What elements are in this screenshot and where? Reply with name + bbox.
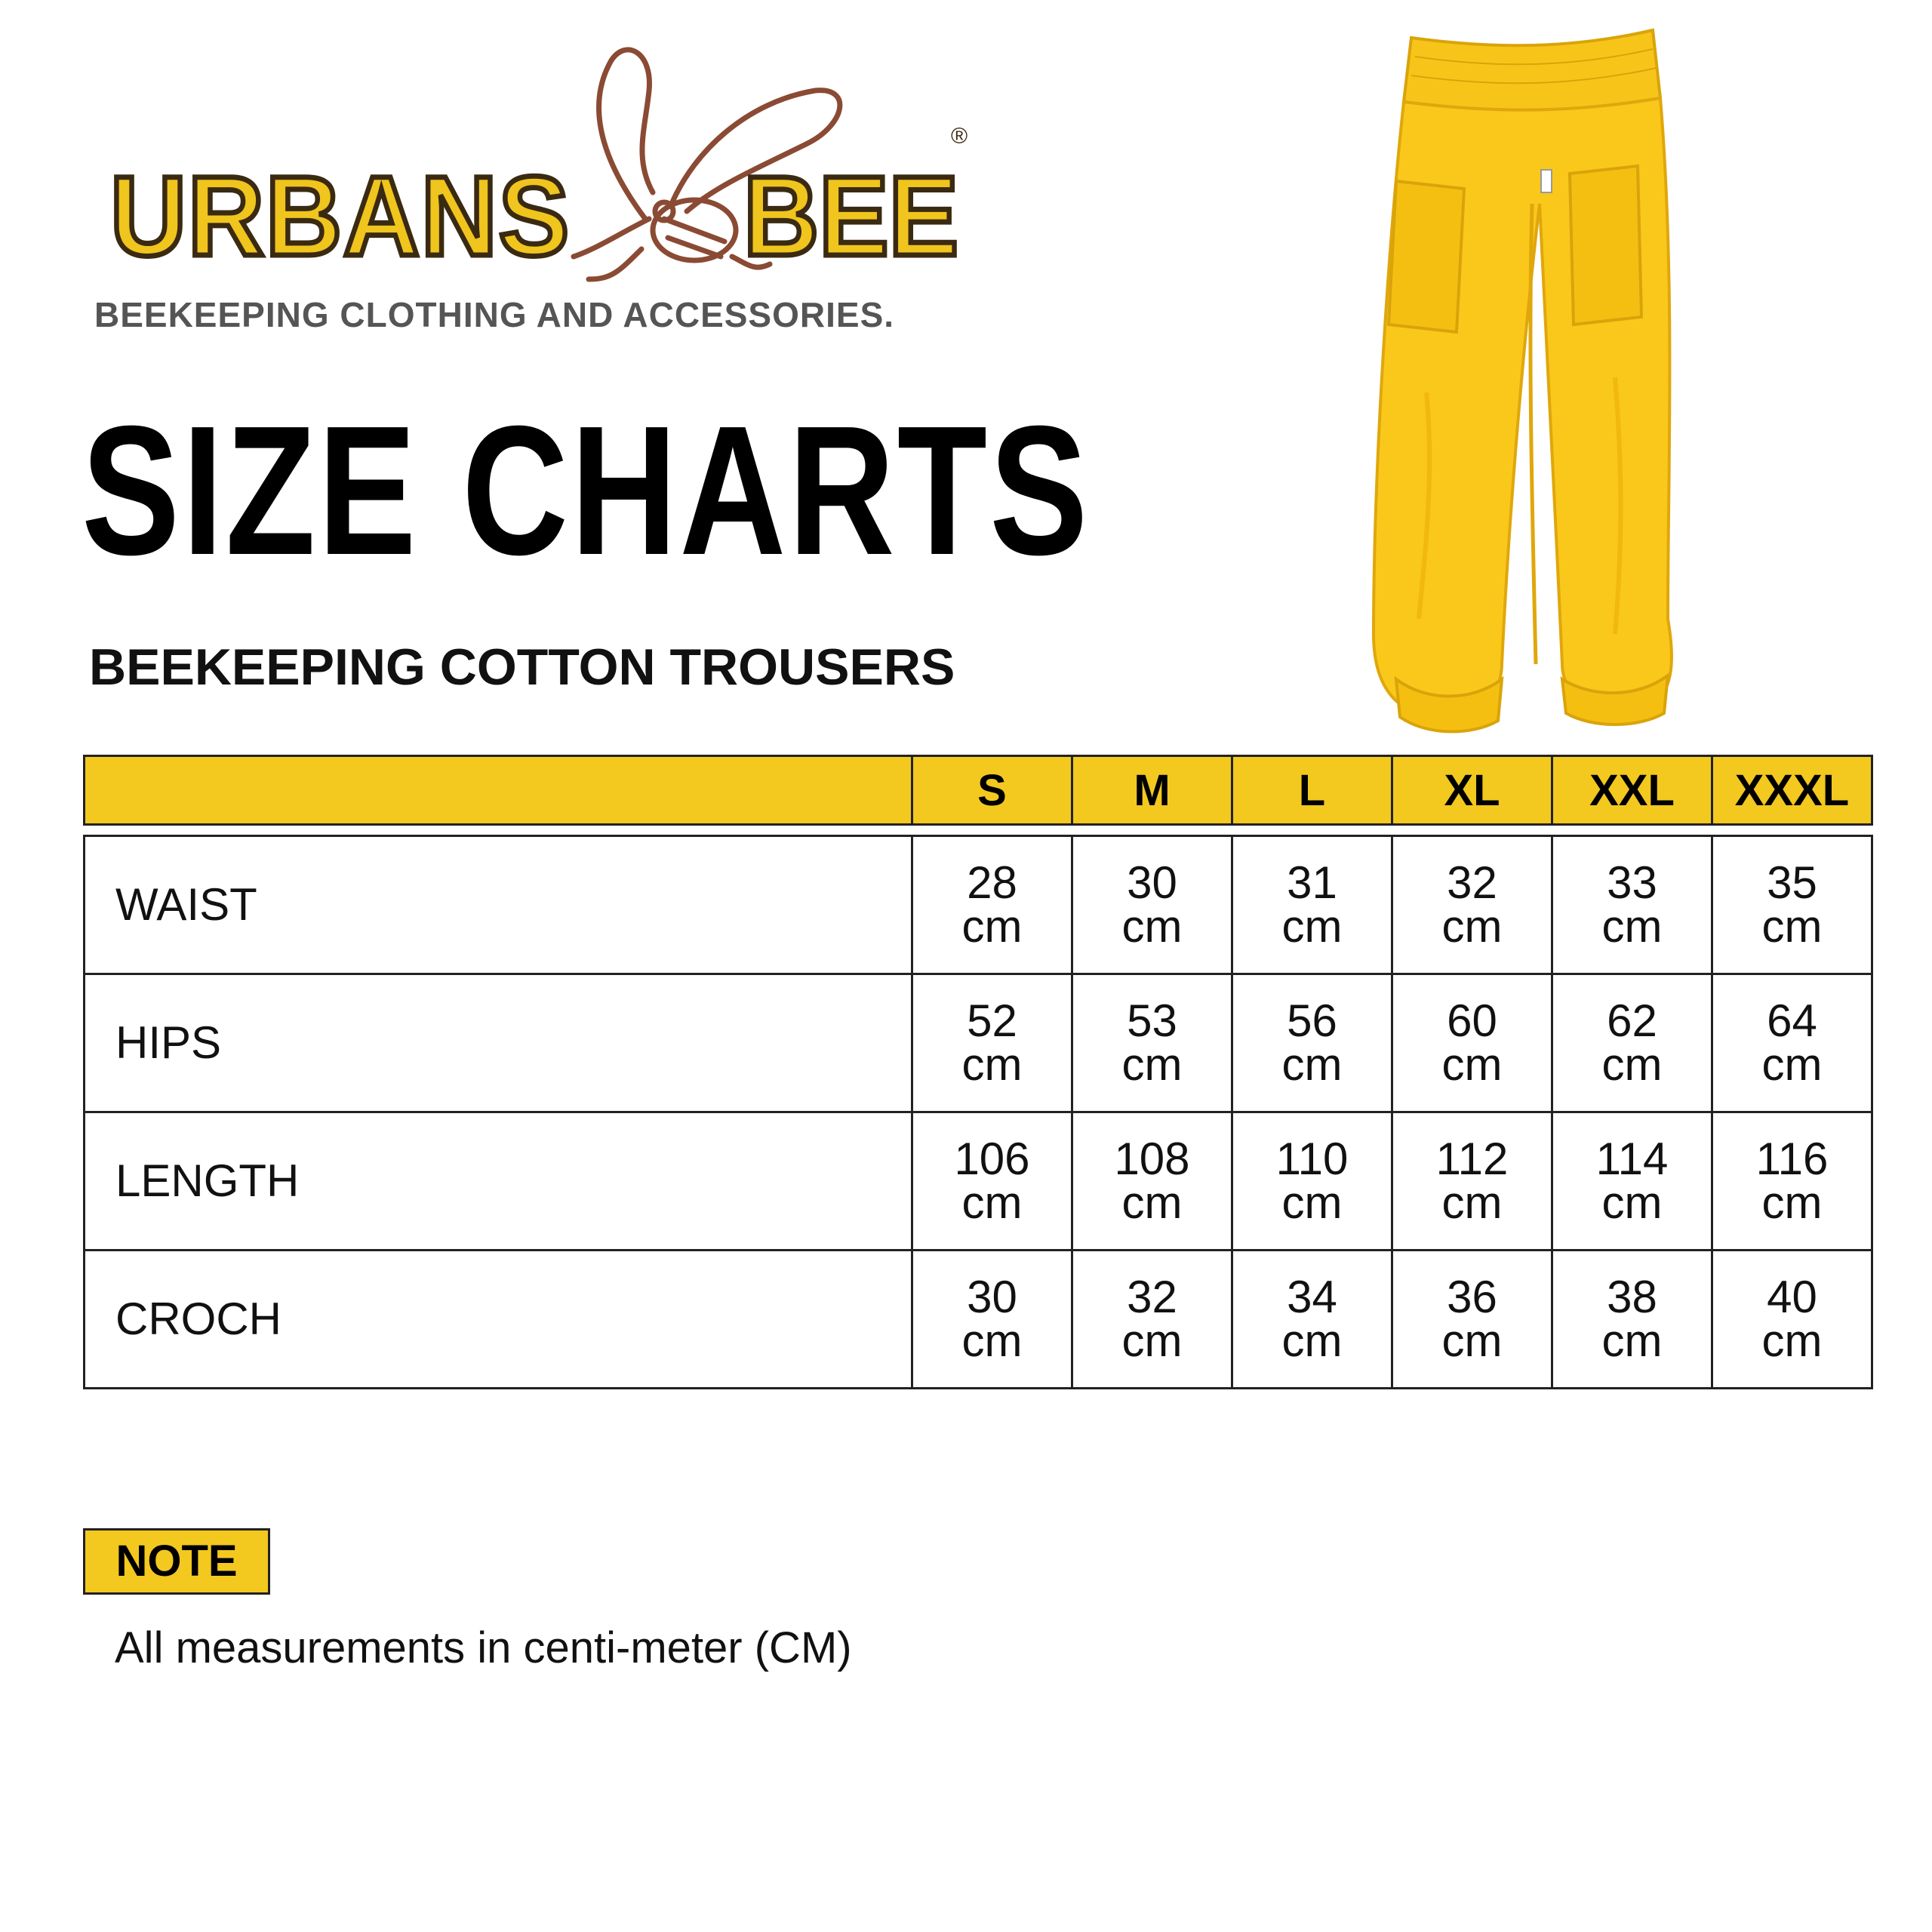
measurement-unit: cm — [1441, 901, 1503, 952]
measurement-cell — [1713, 975, 1873, 1113]
measurement-cell — [1553, 975, 1713, 1113]
measurement-unit: cm — [1601, 1315, 1663, 1366]
measurement-unit: cm — [961, 1039, 1023, 1090]
measurement-value: 64 — [1767, 995, 1817, 1046]
size-header-xxxl: XXXL — [1713, 755, 1873, 826]
measurement-value: 30 — [1127, 857, 1177, 908]
measurement-value: 34 — [1287, 1272, 1337, 1322]
measurement-value: 32 — [1127, 1272, 1177, 1322]
page-title: SIZE CHARTS — [82, 387, 1091, 593]
measurement-cell — [1393, 975, 1553, 1113]
logo-text-left: URBANS — [110, 152, 571, 279]
measurement-value: 32 — [1447, 857, 1497, 908]
bee-logo-icon — [91, 30, 1026, 287]
size-header-xl: XL — [1393, 755, 1553, 826]
measurement-cell — [1073, 835, 1233, 975]
measurement-value: 60 — [1447, 995, 1497, 1046]
measurement-unit: cm — [1281, 901, 1343, 952]
measurement-unit: cm — [1121, 1315, 1183, 1366]
table-row — [83, 1113, 1873, 1251]
measurement-value: 33 — [1607, 857, 1657, 908]
measurement-value: 36 — [1447, 1272, 1497, 1322]
measurement-cell — [913, 975, 1073, 1113]
measurement-unit: cm — [1761, 1177, 1823, 1228]
size-chart-table — [83, 755, 1873, 1389]
trousers-image — [1343, 15, 1706, 740]
measurement-unit: cm — [1281, 1039, 1343, 1090]
row-label: LENGTH — [83, 1113, 913, 1251]
brand-tagline: BEEKEEPING CLOTHING AND ACCESSORIES. — [94, 295, 895, 334]
measurement-unit: cm — [961, 1315, 1023, 1366]
measurement-unit: cm — [1121, 1177, 1183, 1228]
measurement-unit: cm — [961, 1177, 1023, 1228]
measurement-value: 56 — [1287, 995, 1337, 1046]
measurement-value: 110 — [1275, 1134, 1349, 1184]
measurement-unit: cm — [1601, 1177, 1663, 1228]
size-header-xxl: XXL — [1553, 755, 1713, 826]
measurement-cell — [1233, 975, 1393, 1113]
measurement-unit: cm — [1441, 1315, 1503, 1366]
page-subtitle: BEEKEEPING COTTON TROUSERS — [89, 638, 955, 696]
row-label: CROCH — [83, 1251, 913, 1389]
measurement-cell — [913, 1251, 1073, 1389]
measurement-value: 30 — [967, 1272, 1017, 1322]
measurement-value: 108 — [1114, 1134, 1190, 1184]
measurement-value: 116 — [1755, 1134, 1829, 1184]
measurement-value: 35 — [1767, 857, 1817, 908]
measurement-cell — [1393, 835, 1553, 975]
note-text: All measurements in centi-meter (CM) — [115, 1623, 852, 1672]
measurement-cell — [1393, 1113, 1553, 1251]
measurement-unit: cm — [1601, 901, 1663, 952]
registered-mark: ® — [951, 124, 968, 149]
row-label: WAIST — [83, 835, 913, 975]
measurement-cell — [1233, 835, 1393, 975]
table-row — [83, 975, 1873, 1113]
measurement-cell — [1553, 835, 1713, 975]
measurement-value: 112 — [1435, 1134, 1509, 1184]
measurement-unit: cm — [1761, 901, 1823, 952]
measurement-unit: cm — [1601, 1039, 1663, 1090]
measurement-cell — [1713, 1113, 1873, 1251]
measurement-cell — [1073, 1251, 1233, 1389]
measurement-cell — [1553, 1113, 1713, 1251]
measurement-value: 52 — [967, 995, 1017, 1046]
measurement-unit: cm — [1441, 1177, 1503, 1228]
yellow-trousers-illustration — [1343, 15, 1706, 740]
measurement-cell — [1713, 1251, 1873, 1389]
size-header-m: M — [1073, 755, 1233, 826]
measurement-value: 31 — [1287, 857, 1337, 908]
table-row — [83, 1251, 1873, 1389]
measurement-unit: cm — [1761, 1039, 1823, 1090]
measurement-cell — [1393, 1251, 1553, 1389]
measurement-unit: cm — [1761, 1315, 1823, 1366]
size-header-s: S — [913, 755, 1073, 826]
measurement-cell — [1553, 1251, 1713, 1389]
measurement-unit: cm — [1441, 1039, 1503, 1090]
measurement-value: 114 — [1595, 1134, 1669, 1184]
row-label: HIPS — [83, 975, 913, 1113]
measurement-unit: cm — [1281, 1177, 1343, 1228]
measurement-value: 53 — [1127, 995, 1177, 1046]
measurement-value: 38 — [1607, 1272, 1657, 1322]
size-header-row — [83, 755, 1873, 826]
measurement-cell — [1233, 1251, 1393, 1389]
measurement-unit: cm — [1281, 1315, 1343, 1366]
measurement-unit: cm — [1121, 1039, 1183, 1090]
measurement-value: 28 — [967, 857, 1017, 908]
measurement-cell — [1073, 975, 1233, 1113]
measurement-cell — [913, 1113, 1073, 1251]
measurement-cell — [1713, 835, 1873, 975]
table-row — [83, 835, 1873, 975]
header-blank-cell — [83, 755, 913, 826]
brand-logo — [91, 30, 1026, 362]
measurement-value: 106 — [954, 1134, 1030, 1184]
measurement-value: 40 — [1767, 1272, 1817, 1322]
measurement-unit: cm — [1121, 901, 1183, 952]
measurement-value: 62 — [1607, 995, 1657, 1046]
measurement-cell — [1073, 1113, 1233, 1251]
size-header-l: L — [1233, 755, 1393, 826]
logo-text-right: BEE — [743, 152, 958, 279]
measurement-cell — [1233, 1113, 1393, 1251]
measurement-cell — [913, 835, 1073, 975]
measurement-unit: cm — [961, 901, 1023, 952]
note-badge: NOTE — [83, 1528, 270, 1595]
